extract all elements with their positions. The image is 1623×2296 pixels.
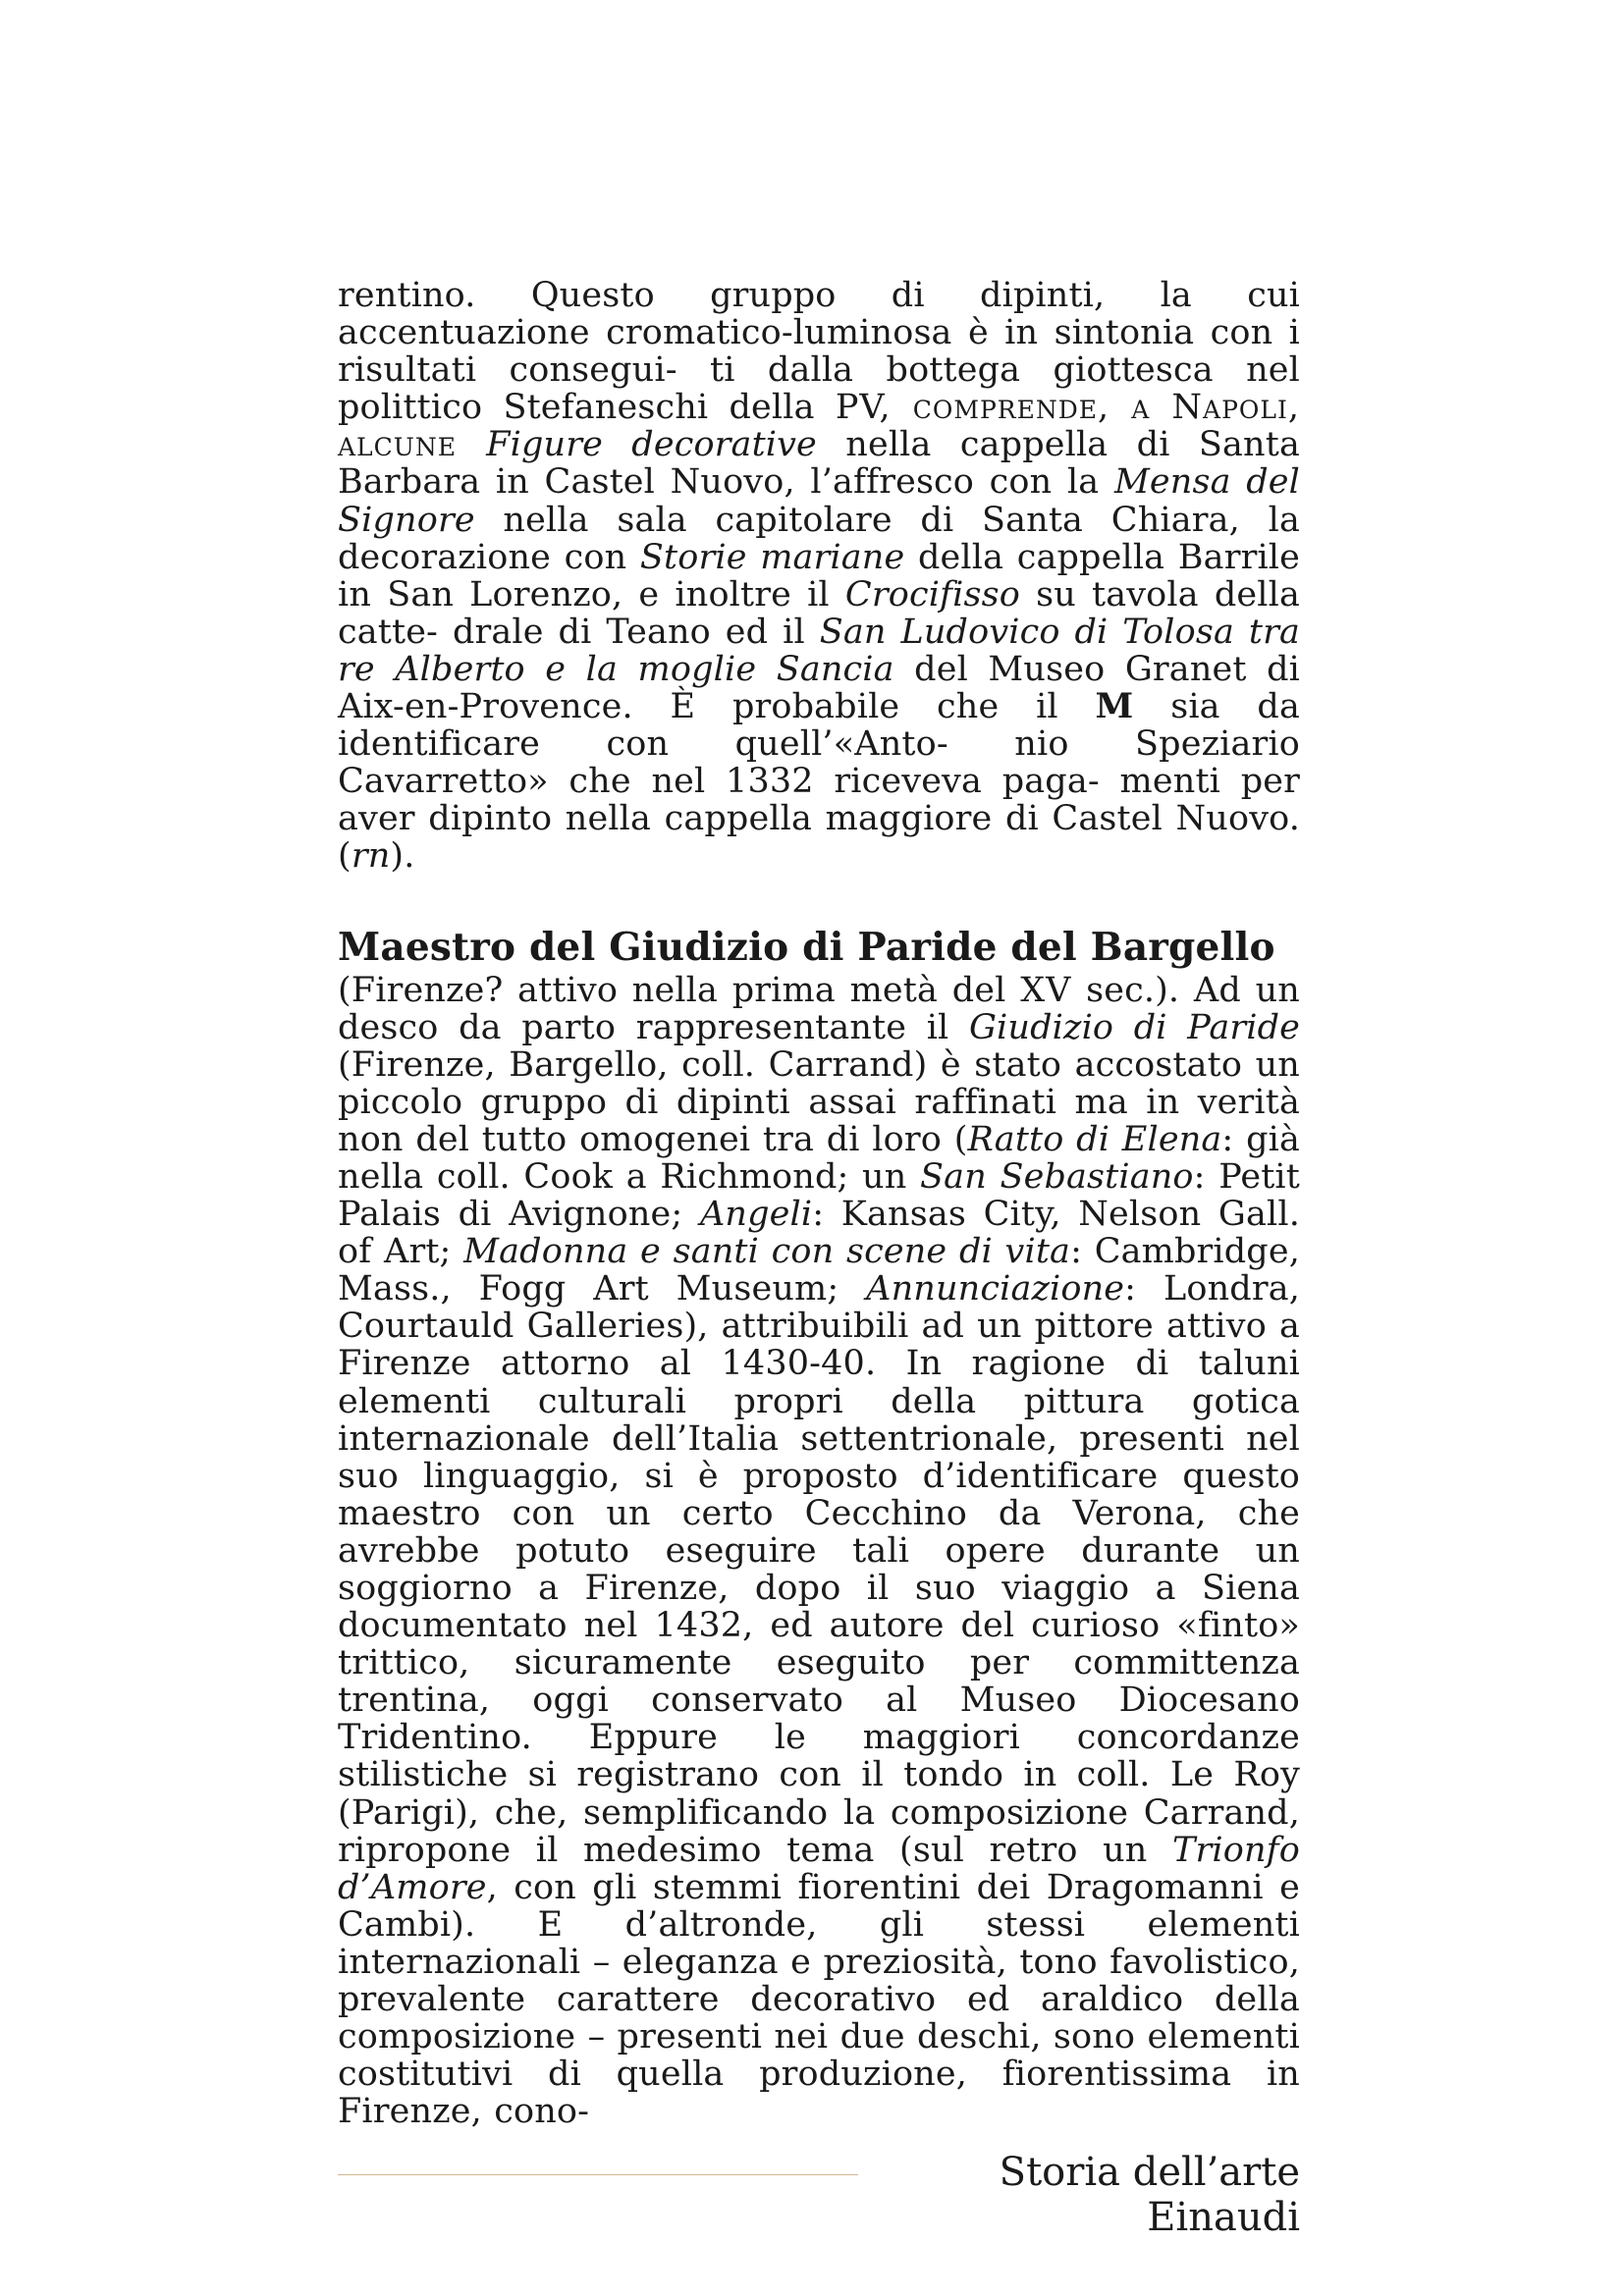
artwork-title: Figure decorative — [486, 425, 817, 465]
footer-rule — [338, 2174, 858, 2175]
master-abbreviation: M — [1095, 686, 1134, 727]
artwork-title: Crocifisso — [844, 574, 1020, 614]
entry-continuation-paragraph: rentino. Questo gruppo di dipinti, la cui accentuazione cromatico-luminosa è in sintonia con i risultati consegui- ti dalla bottega giottesca nel polittico Stefaneschi della PV, comprende, a Napoli, alcune Figure decorative nella cappella di Santa Barbara in Castel Nuovo, l’affresco con la Mensa del Signore nella sala capitolare di Santa Chiara, la decorazione con Storie mariane della cappella Barrile in San Lorenzo, e inoltre il Crocifisso su tavola della catte- drale di Teano ed il San Ludovico di Tolosa tra re Alberto e la moglie Sancia del Museo Granet di Aix-en-Provence. È probabile che il M sia da identificare con quell’«Anto- nio Speziario Cavarretto» che nel 1332 riceveva paga- menti per aver dipinto nella cappella maggiore di Castel Nuovo. (rn). — [338, 276, 1301, 877]
artwork-title: Trionfo d’Amore — [338, 1830, 1300, 1907]
entry-heading: Maestro del Giudizio di Paride del Bargello — [338, 924, 1275, 970]
footer-title: Storia dell’arte Einaudi — [999, 2150, 1300, 2240]
century-numeral: XV — [1020, 970, 1072, 1010]
abbreviation-pv: PV, comprende, a Napoli, alcune — [338, 388, 1300, 465]
artwork-title: Giudizio di Paride — [968, 1007, 1300, 1047]
artwork-title: Madonna e santi con scene di vita — [463, 1232, 1071, 1272]
artwork-title: San Sebastiano — [920, 1156, 1194, 1197]
text-column — [338, 277, 1300, 2130]
artwork-title: Storie mariane — [639, 537, 905, 577]
author-initials: rn — [351, 836, 391, 877]
artwork-title: Mensa del Signore — [338, 462, 1300, 540]
entry-body-paragraph: (Firenze? attivo nella prima metà del XV sec.). Ad un desco da parto rappresentante il Giudizio di Paride (Firenze, Bargello, coll. Carrand) è stato accostato un piccolo gruppo di dipinti assai raffinati ma in verità non del tutto omogenei tra di loro (Ratto di Elena: già nella coll. Cook a Richmond; un San Sebastiano: Petit Palais di Avignone; Angeli: Kansas City, Nelson Gall. of Art; Madonna e santi con scene di vita: Cambridge, Mass., Fogg Art Museum; Annunciazione: Londra, Courtauld Galleries), attribuibili ad un pittore attivo a Firenze attorno al 1430-40. In ragione di taluni elementi culturali propri della pittura gotica internazionale dell’Italia settentrionale, presenti nel suo linguaggio, si è proposto d’identificare questo maestro con un certo Cecchino da Verona, che avrebbe potuto eseguire tali opere durante un soggiorno a Firenze, dopo il suo viaggio a Siena documentato nel 1432, ed autore del curioso «finto» trittico, sicuramente eseguito per committenza trentina, oggi conservato al Museo Diocesano Tridentino. Eppure le maggiori concordanze stilistiche si registrano con il tondo in coll. Le Roy (Parigi), che, semplificando la composizione Carrand, ripropone il medesimo tema (sul retro un Trionfo d’Amore, con gli stemmi fiorentini dei Dragomanni e Cambi). E d’altronde, gli stessi elementi internazionali – eleganza e preziosità, tono favolistico, prevalente carattere decorativo ed araldico della composizione – presenti nei due deschi, sono elementi costitutivi di quella produzione, fiorentissima in Firenze, cono- — [338, 970, 1301, 2132]
artwork-title: Ratto di Elena — [967, 1119, 1222, 1159]
artwork-title: e la moglie Sancia — [545, 649, 894, 689]
artwork-title: Angeli — [699, 1195, 813, 1235]
artwork-title: Annunciazione — [866, 1269, 1125, 1309]
artwork-title: San Ludovico di Tolosa tra re Alberto — [338, 612, 1300, 689]
